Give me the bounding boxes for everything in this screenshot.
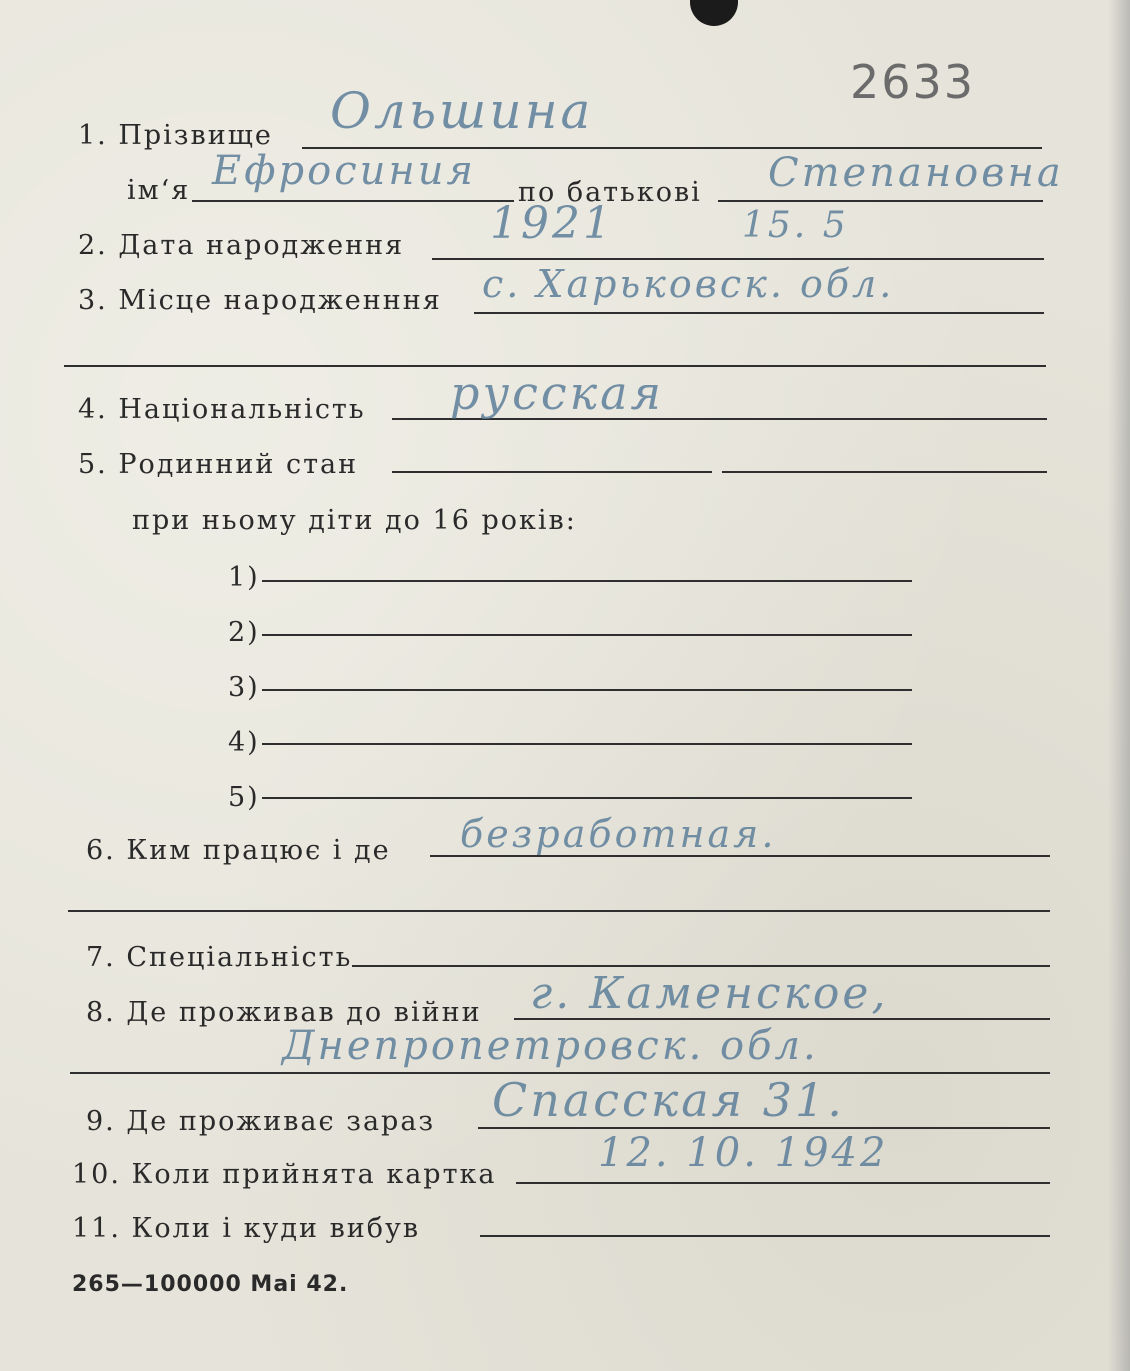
birth-date-line [432,258,1044,260]
card-accepted-value: 12. 10. 1942 [598,1130,889,1176]
first-name-value: Ефросиния [212,148,476,194]
current-residence-value: Спасская 31. [492,1073,845,1127]
birth-date-label: 2. Дата народження [78,230,405,261]
surname-value: Ольшина [330,82,594,140]
surname-label: 1. Прізвище [78,120,273,151]
child-1-line [262,580,912,582]
departure-line [480,1235,1050,1237]
children-label: при ньому діти до 16 років: [132,505,577,536]
child-5-label: 5) [228,782,260,813]
departure-label: 11. Коли і куди вибув [72,1213,421,1244]
card-edge-shadow [1108,0,1130,1371]
punch-hole [690,0,738,26]
child-3-line [262,689,912,691]
current-residence-label: 9. Де проживає зараз [86,1106,436,1137]
marital-status-label: 5. Родинний стан [78,449,359,480]
occupation-line-2 [68,910,1050,912]
child-2-line [262,634,912,636]
print-run-footer: 265—100000 Маі 42. [72,1272,349,1297]
child-1-label: 1) [228,562,260,593]
card-number: 2633 [850,55,976,109]
birth-place-label: 3. Місце народженння [78,285,442,316]
child-2-label: 2) [228,617,260,648]
card-accepted-label: 10. Коли прийнята картка [72,1159,497,1190]
marital-status-line-a [392,471,712,473]
prewar-residence-value-2: Днепропетровск. обл. [282,1023,819,1069]
occupation-label: 6. Ким працює і де [86,835,391,866]
birth-place-line [474,312,1044,314]
child-3-label: 3) [228,672,260,703]
prewar-residence-value-1: г. Каменское, [530,968,889,1019]
patronymic-value: Степановна [768,150,1064,196]
nationality-value: русская [450,366,665,420]
occupation-value: безработная. [460,812,777,856]
child-4-label: 4) [228,727,260,758]
specialty-line [352,965,1050,967]
first-name-label: ім‘я [127,175,191,206]
first-name-line [192,200,514,202]
patronymic-line [718,200,1043,202]
marital-status-line-b [722,471,1047,473]
nationality-label: 4. Національність [78,394,366,425]
specialty-label: 7. Спеціальність [86,942,353,973]
prewar-residence-label: 8. Де проживав до війни [86,997,482,1028]
birth-day-value: 15. 5 [742,205,849,246]
card-accepted-line [516,1182,1050,1184]
birth-year-value: 1921 [490,198,614,249]
child-5-line [262,797,912,799]
child-4-line [262,743,912,745]
birth-place-value: с. Харьковск. обл. [482,262,895,306]
patronymic-label: по батькові [518,177,702,208]
current-residence-line [478,1127,1050,1129]
